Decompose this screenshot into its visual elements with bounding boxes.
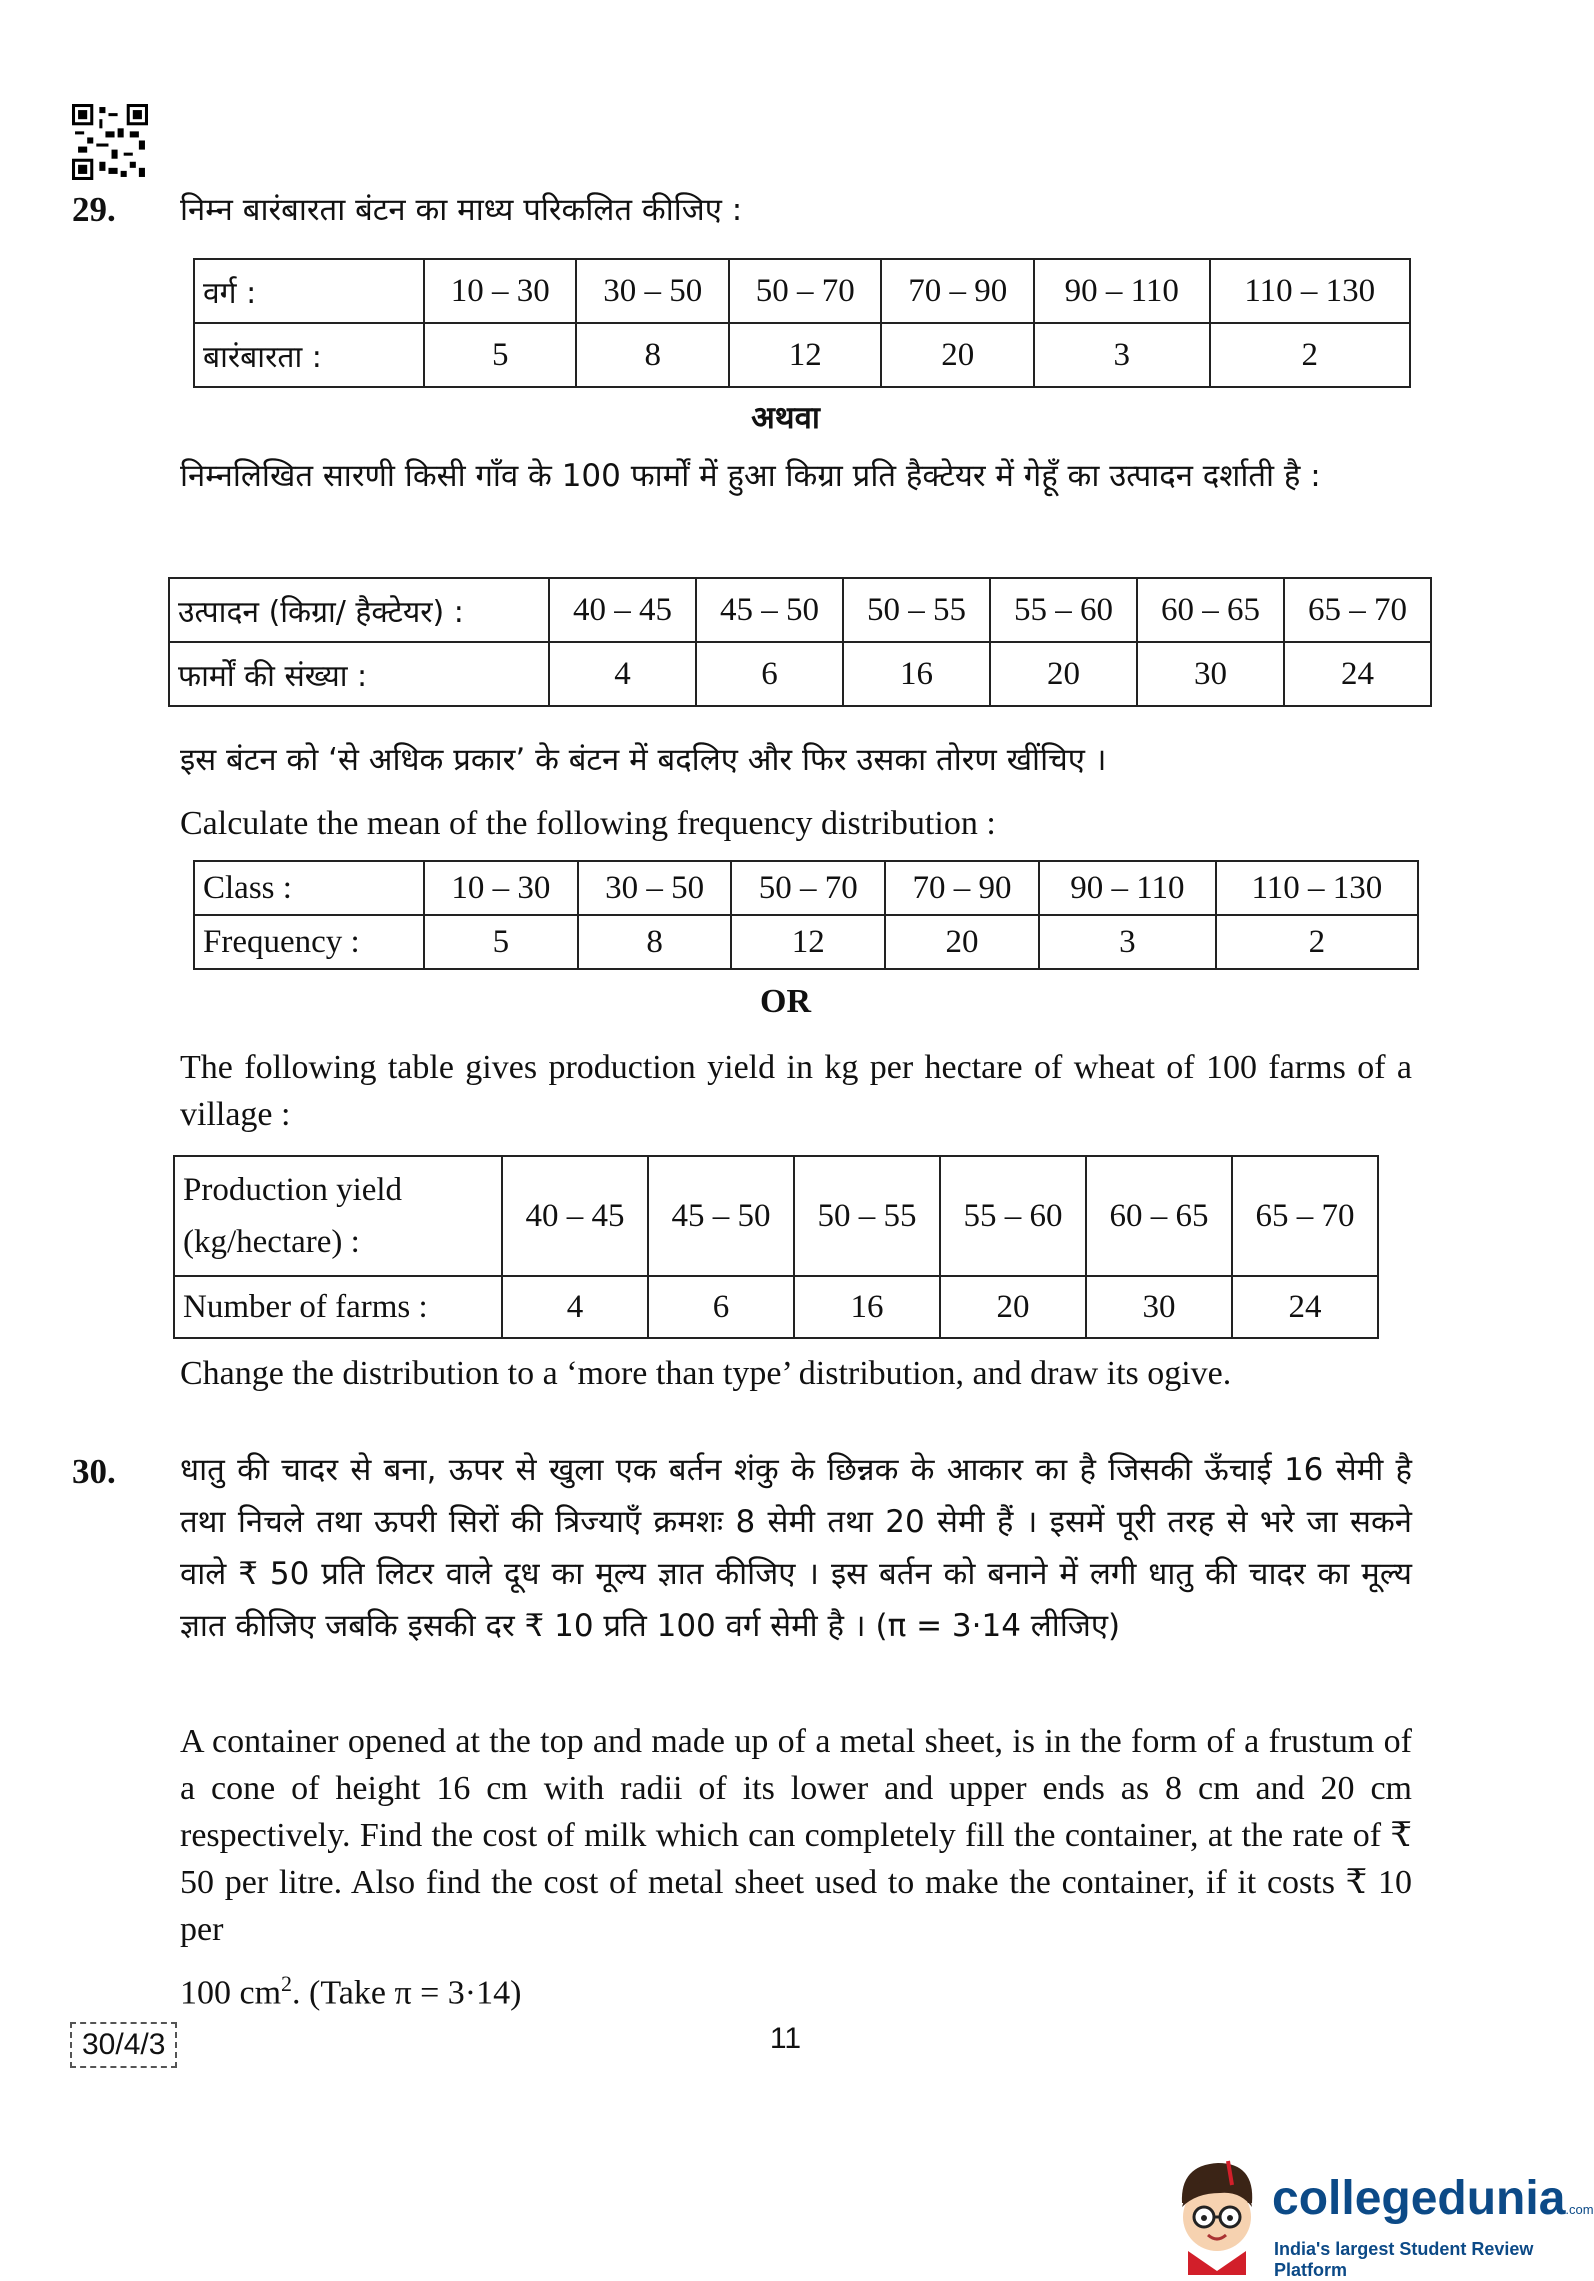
collegedunia-logo bbox=[1160, 2155, 1594, 2280]
table-row-label: Frequency : bbox=[194, 915, 424, 969]
q30-english-text: A container opened at the top and made up of a metal sheet, is in the form of a frustum of a cone of height 16 cm with radii of its lower and upper ends as 8 cm and 20 cm respectively. Find the cost of milk which can completely fill the container, at the rate of ₹ 50 per litre. Also find the cost of metal sheet used to make the container, if it costs ₹ 10 per bbox=[180, 1723, 1412, 1948]
q30-hindi-text: धातु की चादर से बना, ऊपर से खुला एक बर्तन शंकु के छिन्नक के आकार का है जिसकी ऊँचाई 16 सेमी है तथा निचले तथा ऊपरी सिरों की त्रिज्याएँ क्रमशः 8 सेमी तथा 20 सेमी हैं । इसमें पूरी तरह से भरे जा सकने वाले ₹ 50 प्रति लिटर वाले दूध का मूल्य ज्ञात कीजिए । इस बर्तन को बनाने में लगी धातु की चादर का मूल्य ज्ञात कीजिए जबकि इसकी दर ₹ 10 प्रति 100 वर्ग सेमी है । (π = 3·14 लीजिए) bbox=[180, 1452, 1412, 1644]
table-cell: 20 bbox=[940, 1276, 1086, 1338]
table-cell: 70 – 90 bbox=[881, 259, 1033, 323]
table-cell: 4 bbox=[549, 642, 696, 706]
production-yield-label-line1: Production yield bbox=[183, 1172, 403, 1208]
table-cell: 50 – 55 bbox=[843, 578, 990, 642]
table-cell: 16 bbox=[794, 1276, 940, 1338]
brand-suffix: .com bbox=[1565, 2202, 1594, 2217]
table-cell: 40 – 45 bbox=[502, 1156, 648, 1276]
table-row-label bbox=[174, 1156, 502, 1276]
table-cell: 8 bbox=[576, 323, 728, 387]
table-cell: 60 – 65 bbox=[1137, 578, 1284, 642]
hindi-or-separator: अथवा bbox=[751, 400, 820, 436]
q29-hindi-table-2 bbox=[168, 577, 1432, 707]
table-cell: 30 bbox=[1086, 1276, 1232, 1338]
table-cell: 8 bbox=[578, 915, 732, 969]
q29-english-instruction: Change the distribution to a ‘more than type’ distribution, and draw its ogive. bbox=[180, 1355, 1232, 1392]
table-cell: 30 bbox=[1137, 642, 1284, 706]
table-cell: 6 bbox=[696, 642, 843, 706]
table-cell: 12 bbox=[729, 323, 881, 387]
table-cell: 60 – 65 bbox=[1086, 1156, 1232, 1276]
table-cell: 16 bbox=[843, 642, 990, 706]
table-cell: 5 bbox=[424, 915, 578, 969]
table-cell: 24 bbox=[1284, 642, 1431, 706]
table-cell: 30 – 50 bbox=[576, 259, 728, 323]
qr-code-image bbox=[72, 104, 148, 180]
table-cell: 110 – 130 bbox=[1216, 861, 1418, 915]
q29-hindi-instruction: इस बंटन को ‘से अधिक प्रकार’ के बंटन में बदलिए और फिर उसका तोरण खींचिए । bbox=[180, 742, 1107, 778]
table-cell: 50 – 55 bbox=[794, 1156, 940, 1276]
table-row-label: Class : bbox=[194, 861, 424, 915]
superscript: 2 bbox=[281, 1971, 293, 1996]
table-cell: 6 bbox=[648, 1276, 794, 1338]
table-cell: 50 – 70 bbox=[729, 259, 881, 323]
text-segment: 100 cm bbox=[180, 1974, 282, 2012]
table-cell: 20 bbox=[881, 323, 1033, 387]
table-cell: 4 bbox=[502, 1276, 648, 1338]
question-number-30: 30. bbox=[72, 1452, 116, 1491]
brand-name: collegedunia bbox=[1272, 2172, 1566, 2225]
table-cell: 2 bbox=[1216, 915, 1418, 969]
table-cell: 20 bbox=[885, 915, 1039, 969]
table-row-label: Number of farms : bbox=[174, 1276, 502, 1338]
table-row-label: उत्पादन (किग्रा/ हैक्टेयर) : bbox=[169, 578, 549, 642]
table-row-label: फार्मों की संख्या : bbox=[169, 642, 549, 706]
table-cell: 45 – 50 bbox=[696, 578, 843, 642]
q29-english-table-2 bbox=[173, 1155, 1379, 1339]
table-cell: 20 bbox=[990, 642, 1137, 706]
table-cell: 2 bbox=[1210, 323, 1411, 387]
table-cell: 10 – 30 bbox=[424, 259, 576, 323]
text-segment: . (Take π = 3·14) bbox=[292, 1974, 522, 2012]
table-row-label: बारंबारता : bbox=[194, 323, 424, 387]
table-cell: 3 bbox=[1034, 323, 1210, 387]
brand-tagline: India's largest Student Review Platform bbox=[1274, 2239, 1534, 2280]
table-cell: 55 – 60 bbox=[940, 1156, 1086, 1276]
table-cell: 24 bbox=[1232, 1276, 1378, 1338]
mascot-icon bbox=[1160, 2155, 1270, 2275]
table-cell: 45 – 50 bbox=[648, 1156, 794, 1276]
table-cell: 65 – 70 bbox=[1232, 1156, 1378, 1276]
q30-english-text-end bbox=[180, 1960, 521, 2016]
page-number: 11 bbox=[769, 2022, 802, 2055]
table-cell: 55 – 60 bbox=[990, 578, 1137, 642]
production-yield-label-line2: (kg/hectare) : bbox=[183, 1224, 360, 1260]
q29-english-prompt: Calculate the mean of the following frequency distribution : bbox=[180, 805, 996, 842]
question-number-29: 29. bbox=[72, 190, 116, 229]
paper-code: 30/4/3 bbox=[70, 2022, 177, 2068]
q29-english-table-1 bbox=[193, 860, 1419, 970]
table-cell: 5 bbox=[424, 323, 576, 387]
table-cell: 3 bbox=[1039, 915, 1216, 969]
table-cell: 90 – 110 bbox=[1034, 259, 1210, 323]
table-cell: 30 – 50 bbox=[578, 861, 732, 915]
q29-hindi-alt-prompt: निम्नलिखित सारणी किसी गाँव के 100 फार्मों में हुआ किग्रा प्रति हैक्टेयर में गेहूँ का उत्पादन दर्शाती है : bbox=[180, 458, 1321, 494]
q29-english-alt-prompt: The following table gives production yield in kg per hectare of wheat of 100 farms of a village : bbox=[180, 1049, 1412, 1133]
table-cell: 50 – 70 bbox=[731, 861, 885, 915]
table-cell: 90 – 110 bbox=[1039, 861, 1216, 915]
q29-hindi-table-1 bbox=[193, 258, 1411, 388]
table-cell: 40 – 45 bbox=[549, 578, 696, 642]
table-row-label: वर्ग : bbox=[194, 259, 424, 323]
table-cell: 12 bbox=[731, 915, 885, 969]
q29-hindi-prompt: निम्न बारंबारता बंटन का माध्य परिकलित कीजिए : bbox=[180, 192, 743, 228]
table-cell: 70 – 90 bbox=[885, 861, 1039, 915]
table-cell: 65 – 70 bbox=[1284, 578, 1431, 642]
english-or-separator: OR bbox=[760, 983, 811, 1020]
table-cell: 110 – 130 bbox=[1210, 259, 1411, 323]
table-cell: 10 – 30 bbox=[424, 861, 578, 915]
